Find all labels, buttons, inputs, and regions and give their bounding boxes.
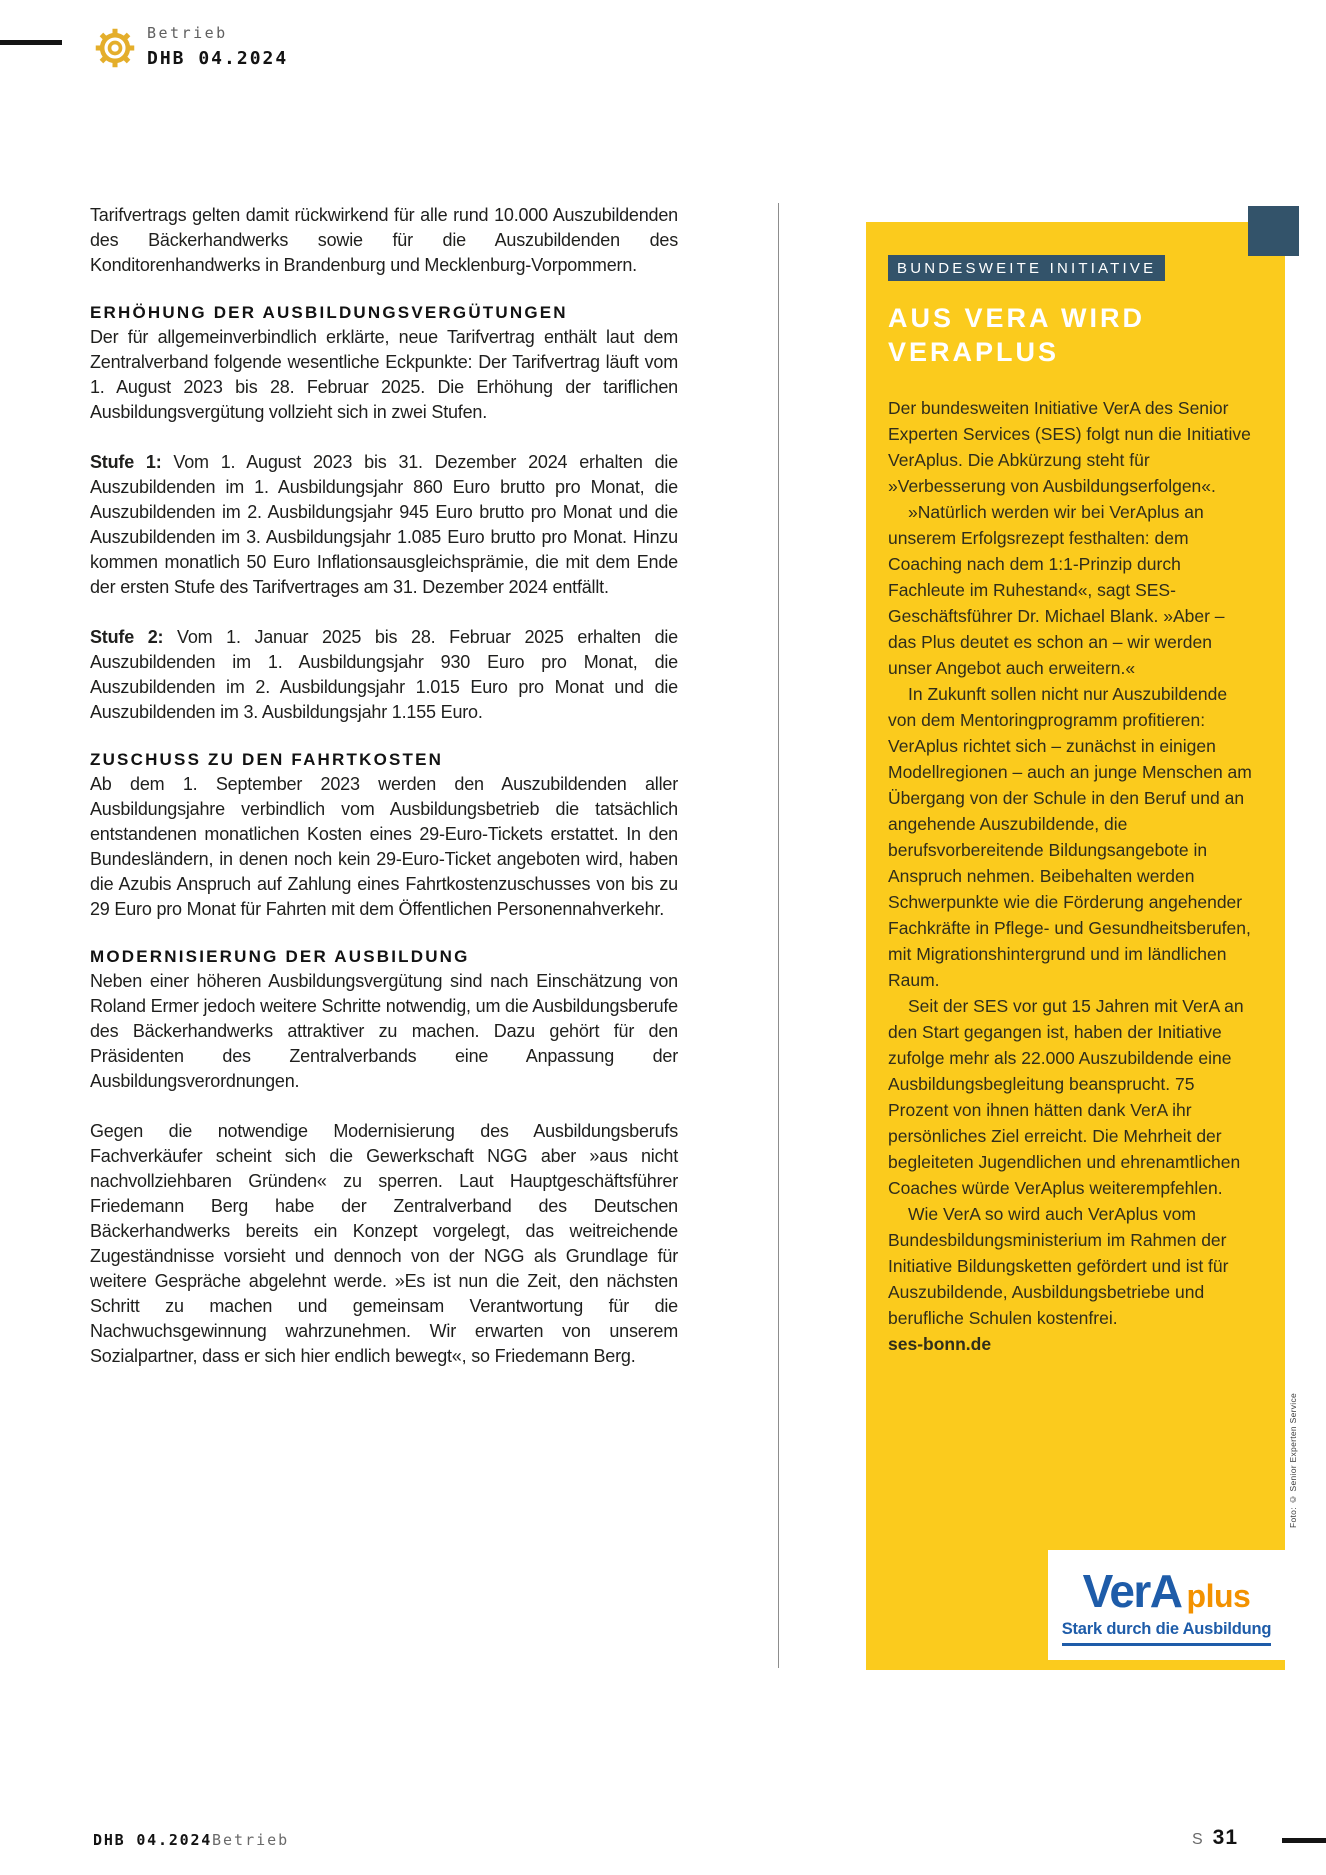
sidebar-body bbox=[888, 395, 1255, 1331]
sidebar-paragraph: Seit der SES vor gut 15 Jahren mit VerA an den Start gegangen ist, haben der Initiative zufolge mehr als 22.000 Auszubildende eine Ausbildungsbegleitung beansprucht. 75 Prozent von ihnen hätten dank VerA ihr persönliches Ziel erreicht. Die Mehrheit der begleiteten Jugendlichen und ehrenamtlichen Coaches würde VerAplus weiterempfehlen. bbox=[888, 996, 1244, 1198]
footer-section-label: Betrieb bbox=[212, 1831, 290, 1849]
stufe1-label: Stufe 1: bbox=[90, 452, 162, 472]
article-intro-paragraph: Tarifvertrags gelten damit rückwirkend für alle rund 10.000 Auszubildenden des Bäckerhandwerks sowie für die Auszubildenden des Konditorenhandwerks in Brandenburg und Mecklenburg-Vorpommern. bbox=[90, 205, 678, 275]
article-paragraph: Ab dem 1. September 2023 werden den Auszubildenden aller Ausbildungsjahre verbindlich vom Ausbildungsbetrieb die tatsächlich entstandenen monatlichen Kosten eines 29-Euro-Tickets erstattet. In den Bundesländern, in denen noch kein 29-Euro-Ticket angeboten wird, haben die Azubis Anspruch auf Zahlung eines Fahrtkostenzuschusses von bis zu 29 Euro pro Monat für Fahrten mit dem Öffentlichen Personennahverkehr. bbox=[90, 774, 678, 919]
sidebar-infobox bbox=[866, 222, 1285, 1670]
corner-tab-decoration bbox=[1248, 206, 1299, 256]
bottom-right-rule bbox=[1282, 1838, 1326, 1843]
article-paragraph: Gegen die notwendige Modernisierung des Ausbildungsberufs Fachverkäufer scheint sich die Gewerkschaft NGG aber »aus nicht nachvollziehbaren Gründen« zu sperren. Laut Hauptgeschäftsführer Friedemann Berg habe der Zentralverband des Deutschen Bäckerhandwerks bereits ein Konzept vorgelegt, das weitreichende Zugeständnisse vorsieht und dennoch von der NGG als Grundlage für weitere Gespräche abgelehnt werde. »Es ist nun die Zeit, den nächsten Schritt zu machen und gemeinsam Verantwortung für die Nachwuchsgewinnung wahrzunehmen. Wir erwarten von unserem Sozialpartner, dass er sich hier endlich bewegt«, so Friedemann Berg. bbox=[90, 1121, 678, 1366]
article-paragraph: Neben einer höheren Ausbildungsvergütung sind nach Einschätzung von Roland Ermer jedoch weitere Schritte notwendig, um die Ausbildungsberufe des Bäckerhandwerks attraktiver zu machen. Dazu gehört für den Präsidenten des Zentralverbands eine Anpassung der Ausbildungsverordnungen. bbox=[90, 971, 678, 1091]
article-paragraph-stufe1 bbox=[90, 450, 678, 600]
column-divider-rule bbox=[778, 203, 779, 1668]
sidebar-title bbox=[888, 301, 1267, 369]
section-heading-verguetungen: ERHÖHUNG DER AUSBILDUNGSVERGÜTUNGEN bbox=[90, 303, 568, 322]
section-heading-fahrtkosten: ZUSCHUSS ZU DEN FAHRTKOSTEN bbox=[90, 750, 444, 769]
header-issue-label: DHB 04.2024 bbox=[147, 48, 289, 69]
veraplus-logo-plus: plus bbox=[1186, 1578, 1251, 1614]
sidebar-title-line1: AUS VERA WIRD bbox=[888, 303, 1146, 333]
veraplus-logo-wordline bbox=[1083, 1564, 1251, 1618]
sidebar-kicker-badge: BUNDESWEITE INITIATIVE bbox=[888, 255, 1165, 281]
sidebar-paragraph: Wie VerA so wird auch VerAplus vom Bundesbildungsministerium im Rahmen der Initiative Bildungsketten gefördert und ist für Auszubildende, Ausbildungsbetriebe und berufliche Schulen kostenfrei. bbox=[888, 1204, 1229, 1328]
veraplus-logo-vera: VerA bbox=[1082, 1565, 1182, 1617]
sidebar-paragraph: »Natürlich werden wir bei VerAplus an unserem Erfolgsrezept festhalten: dem Coaching nach dem 1:1-Prinzip durch Fachleute im Ruhestand«, sagt SES-Geschäftsführer Dr. Michael Blank. »Aber – das Plus deutet es schon an – wir werden unser Angebot auch erweitern.« bbox=[888, 502, 1225, 678]
footer-page-prefix: S bbox=[1192, 1831, 1204, 1848]
header-section-label: Betrieb bbox=[147, 24, 228, 42]
sidebar-paragraph: In Zukunft sollen nicht nur Auszubildende von dem Mentoringprogramm profitieren: VerAplus richtet sich – zunächst in einigen Modellregionen – auch an junge Menschen am Übergang von der Schule in den Beruf und an angehende Auszubildende, die berufsvorbereitende Bildungsangebote in Anspruch nehmen. Beibehalten werden Schwerpunkte wie die Förderung angehender Fachkräfte in Pflege- und Gesundheitsberufen, mit Migrationshintergrund und im ländlichen Raum. bbox=[888, 684, 1252, 990]
footer-page-indicator bbox=[1192, 1826, 1238, 1850]
stufe2-text: Vom 1. Januar 2025 bis 28. Februar 2025 erhalten die Auszubildenden im 1. Ausbildungsjahr 930 Euro pro Monat, die Auszubildenden im 2. Ausbildungsjahr 1.015 Euro pro Monat und die Auszubildenden im 3. Ausbildungsjahr 1.155 Euro. bbox=[90, 627, 678, 722]
stufe2-label: Stufe 2: bbox=[90, 627, 164, 647]
veraplus-logo-tagline: Stark durch die Ausbildung bbox=[1062, 1620, 1272, 1646]
veraplus-logo bbox=[1048, 1550, 1285, 1660]
section-heading-modernisierung: MODERNISIERUNG DER AUSBILDUNG bbox=[90, 947, 470, 966]
ses-bonn-link[interactable]: ses-bonn.de bbox=[888, 1334, 992, 1354]
photo-credit: Foto: © Senior Experten Service bbox=[1288, 1392, 1298, 1528]
top-left-rule bbox=[0, 40, 62, 45]
stufe1-text: Vom 1. August 2023 bis 31. Dezember 2024 erhalten die Auszubildenden im 1. Ausbildungsjahr 860 Euro brutto pro Monat, die Auszubildenden im 2. Ausbildungsjahr 945 Euro brutto pro Monat und die Auszubildenden im 3. Ausbildungsjahr 1.085 Euro brutto pro Monat. Hinzu kommen monatlich 50 Euro Inflationsausgleichsprämie, die mit dem Ende der ersten Stufe des Tarifvertrages am 31. Dezember 2024 entfällt. bbox=[90, 452, 678, 597]
footer-page-number: 31 bbox=[1212, 1826, 1239, 1849]
sidebar-paragraph: Der bundesweiten Initiative VerA des Senior Experten Services (SES) folgt nun die Initiative VerAplus. Die Abkürzung steht für »Verbesserung von Ausbildungserfolgen«. bbox=[888, 398, 1251, 496]
sidebar-title-line2: VERAPLUS bbox=[888, 337, 1060, 367]
footer-issue-label: DHB 04.2024 bbox=[93, 1831, 213, 1849]
gear-icon bbox=[93, 26, 137, 70]
article-column bbox=[90, 203, 678, 1369]
article-paragraph: Der für allgemeinverbindlich erklärte, neue Tarifvertrag enthält laut dem Zentralverband folgende wesentliche Eckpunkte: Der Tarifvertrag läuft vom 1. August 2023 bis 28. Februar 2025. Die Erhöhung der tariflichen Ausbildungsvergütung vollzieht sich in zwei Stufen. bbox=[90, 327, 678, 422]
article-paragraph-stufe2 bbox=[90, 625, 678, 725]
